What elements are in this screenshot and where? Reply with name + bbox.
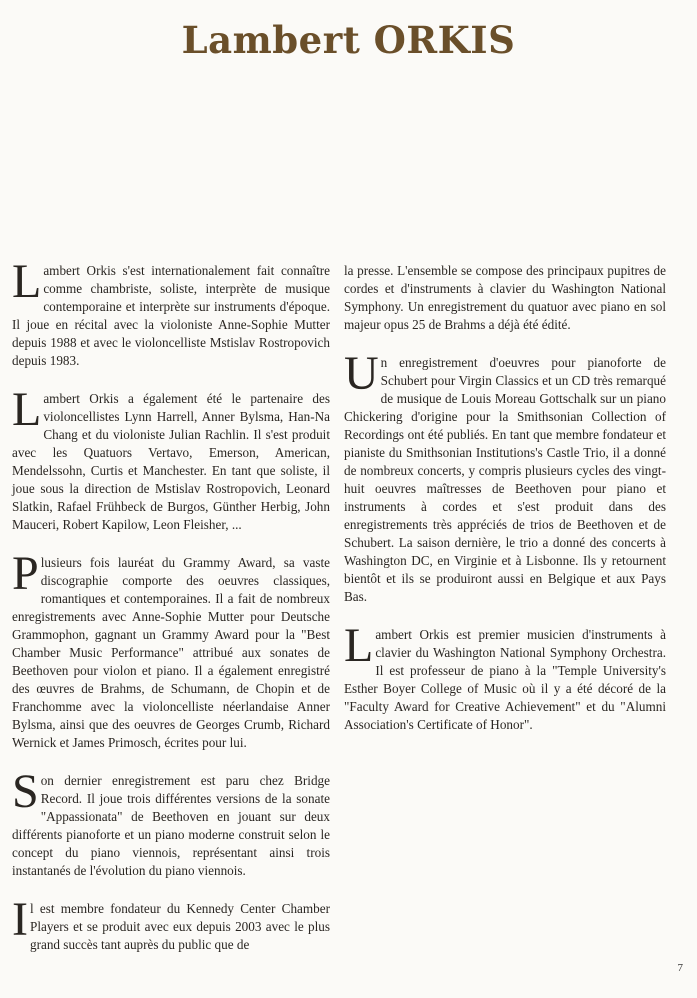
paragraph-text: n enregistrement d'oeuvres pour pianoforte de Schubert pour Virgin Classics et un CD très remarqué de musique de Louis Moreau Gottschalk sur un piano Chickering d'origine pour la Smithsonian Collection of Recordings ont été publiés. En tant que membre fondateur et pianiste du Smithsonian Institutions's Castle Trio, il a donné de nombreux concerts, y compris plusieurs cycles des vingt-huit oeuvres maîtresses de Beethoven pour piano et instruments à cordes et s'est produit dans des enregistrements très appréciés de trios de Beethoven et de Schubert. La saison dernière, le trio a donné des concerts à Washington DC, en Virginie et à Lisbonne. Ils y retournent bientôt et ils se produiront aussi en Belgique et aux Pays Bas. — [344, 355, 666, 604]
paragraph-text: ambert Orkis est premier musicien d'instruments à clavier du Washington National Symphony Orchestra. Il est professeur de piano à la "Temple University's Esther Boyer College of Music où il y a été décoré de la "Faculty Award for Creative Achievement" et du "Alumni Association's Certificate of Honor". — [344, 627, 666, 732]
right-column — [344, 262, 666, 754]
paragraph-continued — [344, 262, 666, 334]
paragraph — [344, 619, 666, 734]
drop-cap: U — [344, 347, 379, 400]
drop-cap: L — [344, 619, 374, 672]
paragraph — [12, 383, 330, 534]
page-title: Lambert ORKIS — [181, 18, 516, 62]
drop-cap: I — [12, 893, 28, 946]
paragraph-text: ambert Orkis s'est internationalement fait connaître comme chambriste, soliste, interprète de musique contemporaine et interprète sur instruments d'époque. Il joue en récital avec la violoniste Anne-Sophie Mutter depuis 1988 et avec le violoncelliste Mstislav Rostropovich depuis 1983. — [12, 263, 330, 368]
paragraph-text: l est membre fondateur du Kennedy Center Chamber Players et se produit avec eux depuis 2003 avec le plus grand succès tant auprès du public que de — [29, 901, 330, 952]
page-number: 7 — [677, 962, 683, 974]
paragraph — [12, 547, 330, 752]
paragraph-text: ambert Orkis a également été le partenaire des violoncellistes Lynn Harrell, Anner Bylsma, Han-Na Chang et du violoniste Julian Rachlin. Il s'est produit avec les Quatuors Vertavo, Emerson, American, Mendelssohn, Curtis et Manchester. En tant que soliste, il joue sous la direction de Mstislav Rostropovich, Leonard Slatkin, Rafael Frühbeck de Burgos, Günther Herbig, John Mauceri, Robert Kapilow, Leon Fleisher, ... — [12, 391, 330, 532]
drop-cap: S — [12, 765, 39, 818]
drop-cap: L — [12, 255, 42, 308]
paragraph — [12, 893, 330, 954]
paragraph-text: lusieurs fois lauréat du Grammy Award, sa vaste discographie comporte des oeuvres classiques, romantiques et contemporaines. Il a fait de nombreux enregistrements avec Anne-Sophie Mutter pour Deutsche Grammophon, gagnant un Grammy Award pour la "Best Chamber Music Performance" attribué aux sonates de Beethoven pour violon et piano. Il a également enregistré des œuvres de Brahms, de Schumann, de Chopin et de Franchomme avec la violoncelliste néerlandaise Anner Bylsma, ainsi que des oeuvres de Georges Crumb, Richard Wernick et James Primosch, écrites pour lui. — [12, 555, 330, 750]
left-column — [12, 255, 330, 974]
paragraph-text: on dernier enregistrement est paru chez Bridge Record. Il joue trois différentes versions de la sonate "Appassionata" de Beethoven en jouant sur deux différents pianoforte et un piano moderne construit selon le concept du piano viennois, représentant ainsi trois instantanés de l'évolution du piano viennois. — [12, 773, 330, 878]
paragraph — [344, 347, 666, 606]
paragraph — [12, 765, 330, 880]
paragraph-text: la presse. L'ensemble se compose des principaux pupitres de cordes et d'instruments à clavier du Washington National Symphony. Un enregistrement du quatuor avec piano en sol majeur opus 25 de Brahms a déjà été édité. — [344, 263, 666, 332]
drop-cap: P — [12, 547, 39, 600]
paragraph — [12, 255, 330, 370]
drop-cap: L — [12, 383, 42, 436]
